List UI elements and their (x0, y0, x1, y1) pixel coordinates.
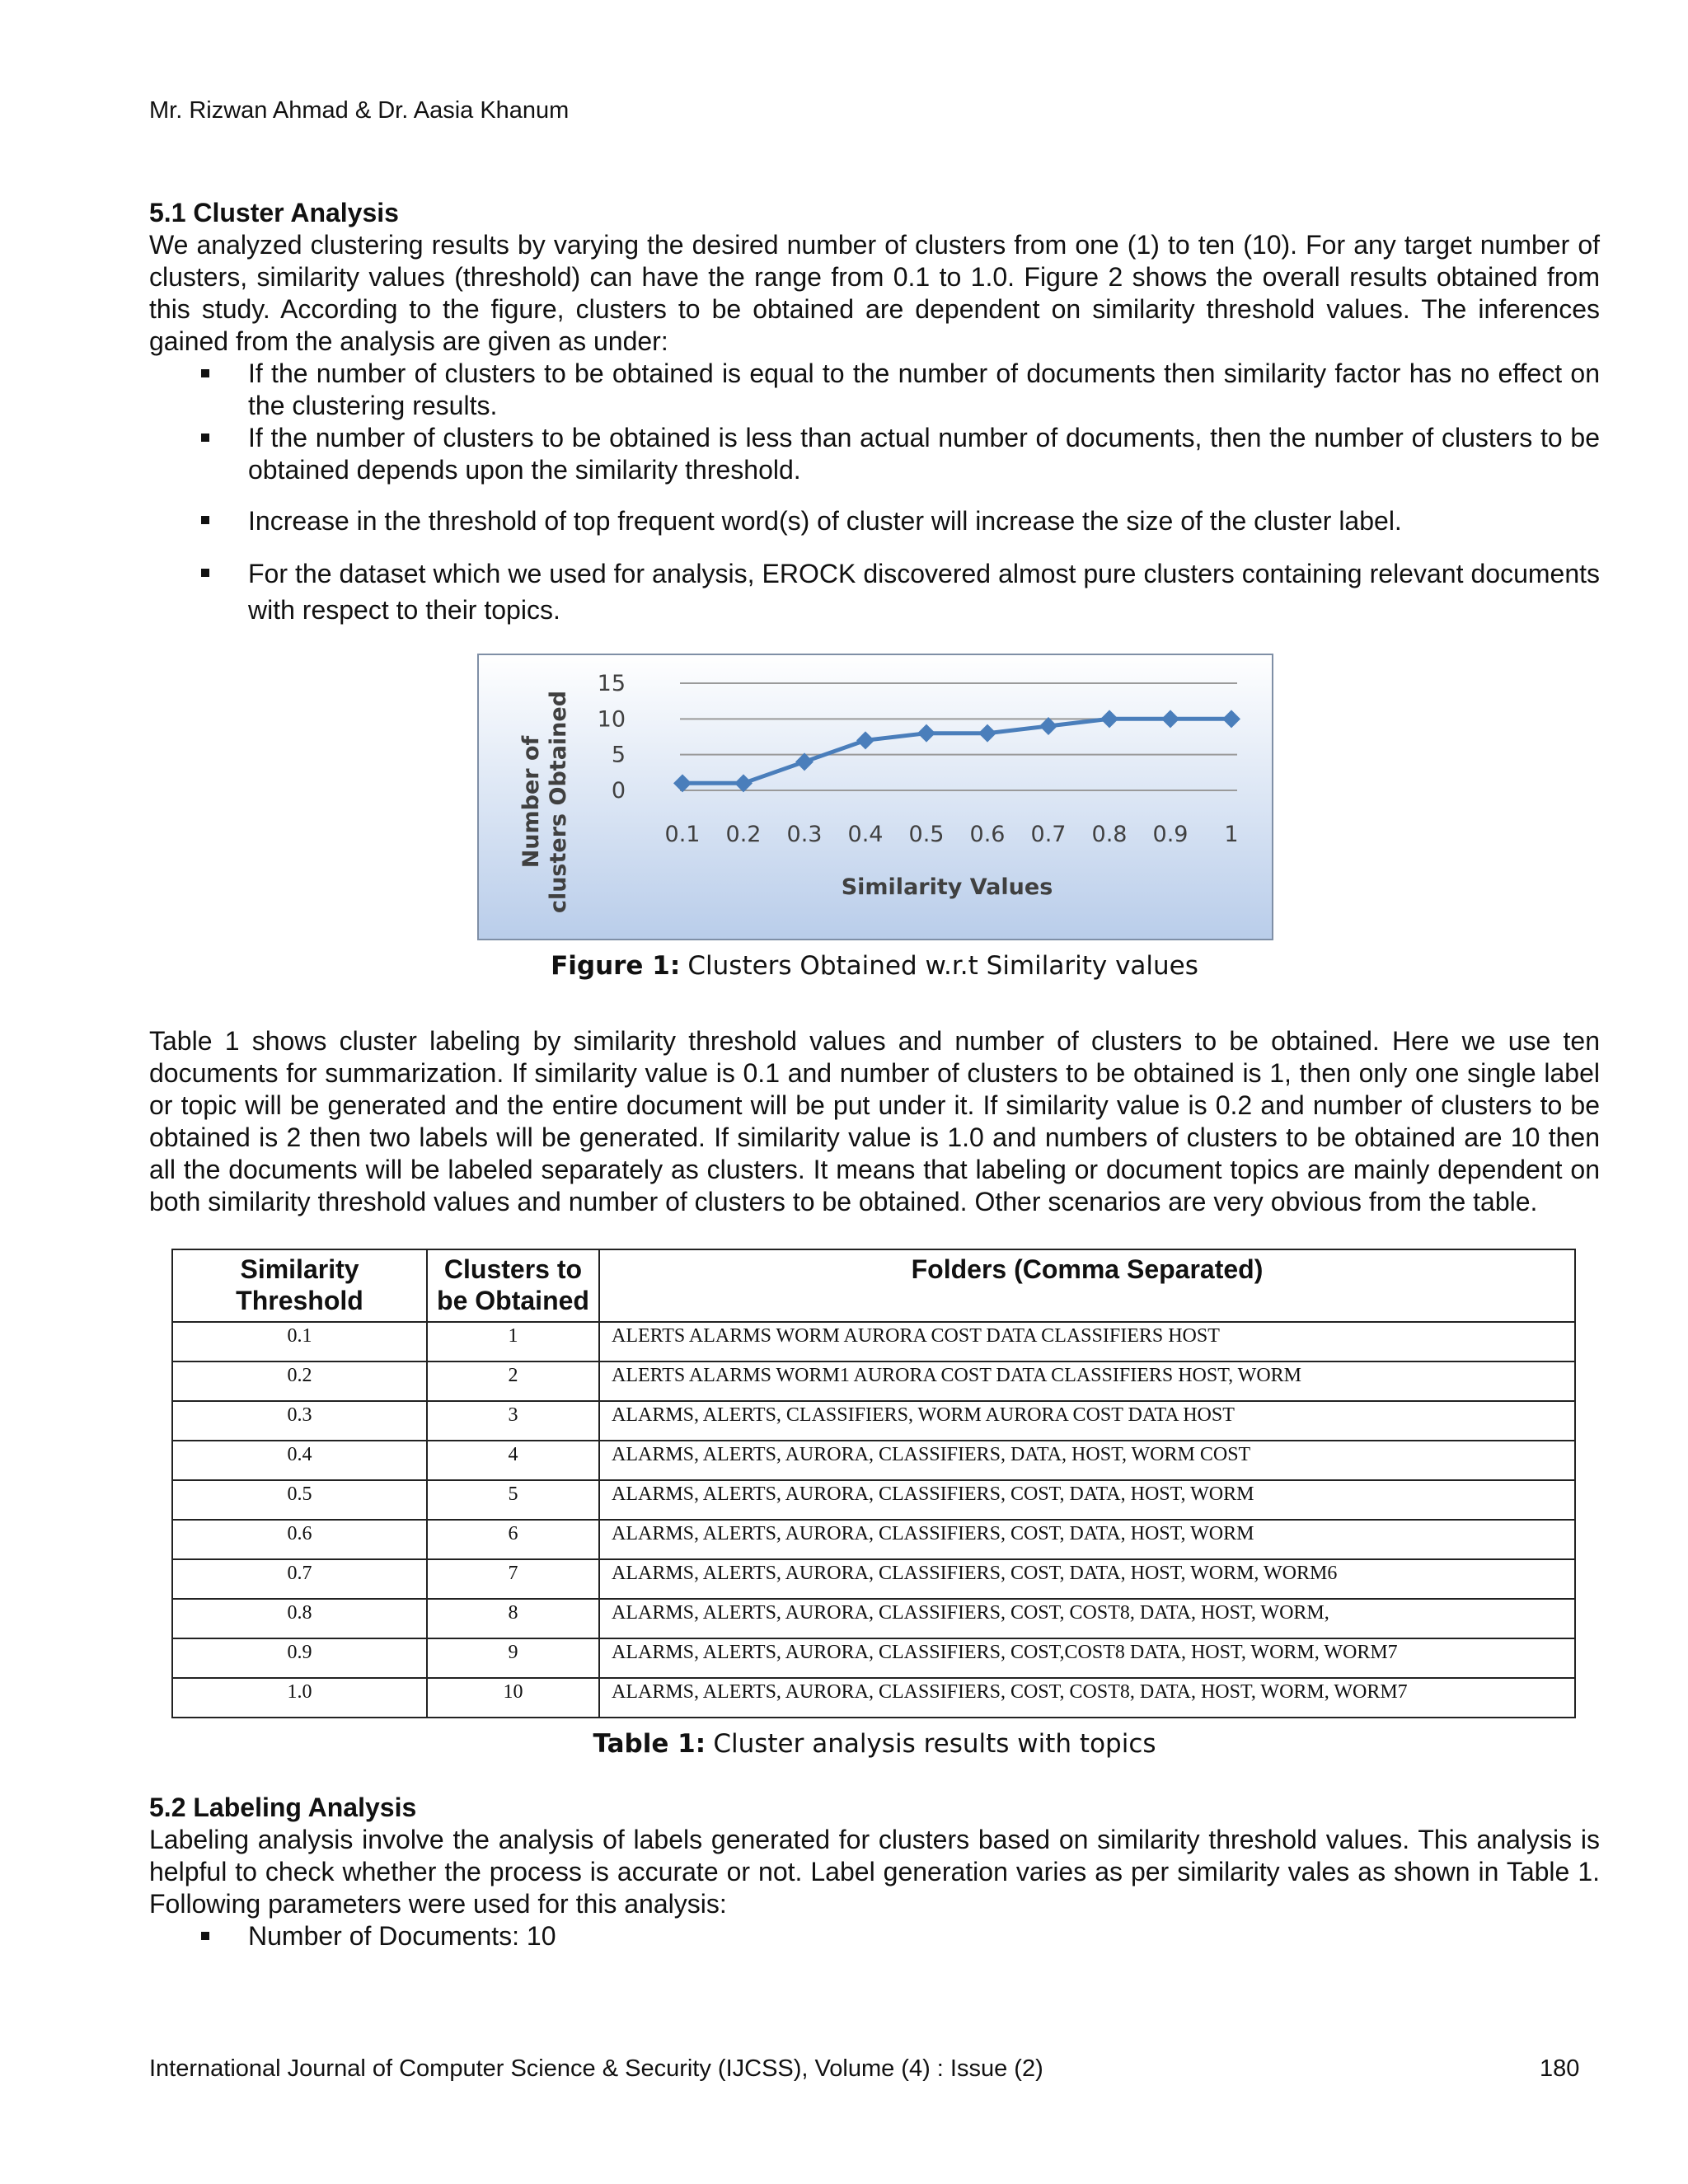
cell-folders: ALARMS, ALERTS, AURORA, CLASSIFIERS, COST, DATA, HOST, WORM (599, 1480, 1575, 1520)
cell-clusters: 1 (427, 1322, 599, 1361)
cell-threshold: 0.2 (172, 1361, 427, 1401)
cell-threshold: 0.1 (172, 1322, 427, 1361)
table-row (172, 1520, 1575, 1559)
footer-page-number: 180 (1540, 2055, 1580, 2082)
cell-threshold: 0.5 (172, 1480, 427, 1520)
y-tick-label: 5 (611, 742, 626, 768)
section-5-1-intro: We analyzed clustering results by varying the desired number of clusters from one (1) to ten (10). For any target number of clusters, similarity values (threshold) can have the range from 0.1 to 1.0. Figure 2 shows the overall results obtained from this study. According to the figure, clusters to be obtained are dependent on similarity threshold values. The inferences gained from the analysis are given as under: (149, 230, 1600, 356)
cell-clusters: 10 (427, 1678, 599, 1718)
section-5-2-title: 5.2 Labeling Analysis (149, 1793, 417, 1822)
y-tick-label: 0 (611, 778, 626, 804)
page-body (149, 197, 1600, 1952)
table-row (172, 1678, 1575, 1718)
list-item: If the number of clusters to be obtained is equal to the number of documents then similarity factor has no effect on the clustering results. (149, 358, 1600, 422)
figure-caption-label: Figure 1: (551, 951, 681, 981)
col-header-folders: Folders (Comma Separated) (599, 1249, 1575, 1322)
x-tick-label: 0.5 (908, 822, 945, 847)
cell-threshold: 1.0 (172, 1678, 427, 1718)
cell-folders: ALERTS ALARMS WORM AURORA COST DATA CLASSIFIERS HOST (599, 1322, 1575, 1361)
section-5-2-para: Labeling analysis involve the analysis of labels generated for clusters based on similarity threshold values. This analysis is helpful to check whether the process is accurate or not. Label generation varies as per similarity vales as shown in Table 1. Following parameters were used for this analysis: (149, 1825, 1600, 1919)
x-tick-label: 0.9 (1152, 822, 1189, 847)
section-5-1-title: 5.1 Cluster Analysis (149, 198, 399, 227)
x-tick-label: 0.7 (1030, 822, 1067, 847)
cell-clusters: 7 (427, 1559, 599, 1599)
cell-folders: ALERTS ALARMS WORM1 AURORA COST DATA CLASSIFIERS HOST, WORM (599, 1361, 1575, 1401)
cell-threshold: 0.6 (172, 1520, 427, 1559)
figure-caption (149, 949, 1600, 982)
cell-folders: ALARMS, ALERTS, CLASSIFIERS, WORM AURORA COST DATA HOST (599, 1401, 1575, 1441)
cell-folders: ALARMS, ALERTS, AURORA, CLASSIFIERS, COST,COST8 DATA, HOST, WORM, WORM7 (599, 1638, 1575, 1678)
figure-caption-text: Clusters Obtained w.r.t Similarity values (687, 951, 1198, 981)
table-row (172, 1322, 1575, 1361)
cell-clusters: 6 (427, 1520, 599, 1559)
running-header: Mr. Rizwan Ahmad & Dr. Aasia Khanum (149, 97, 570, 124)
col-header-threshold: Similarity Threshold (172, 1249, 427, 1322)
cell-threshold: 0.8 (172, 1599, 427, 1638)
cell-threshold: 0.4 (172, 1441, 427, 1480)
chart-figure (477, 654, 1273, 940)
cell-clusters: 8 (427, 1599, 599, 1638)
table-row (172, 1638, 1575, 1678)
cell-folders: ALARMS, ALERTS, AURORA, CLASSIFIERS, DATA, HOST, WORM COST (599, 1441, 1575, 1480)
cell-threshold: 0.9 (172, 1638, 427, 1678)
cell-clusters: 9 (427, 1638, 599, 1678)
table-row (172, 1401, 1575, 1441)
table-description: Table 1 shows cluster labeling by similarity threshold values and number of clusters to be obtained. Here we use ten documents for summarization. If similarity value is 0.1 and number of clusters to be obtained is 1, then only one single label or topic will be generated and the entire document will be put under it. If similarity value is 0.2 and number of clusters to be obtained is 2 then two labels will be generated. If similarity value is 1.0 and numbers of clusters to be obtained are 10 then all the documents will be labeled separately as clusters. It means that labeling or document topics are mainly dependent on both similarity threshold values and number of clusters to be obtained. Other scenarios are very obvious from the table. (149, 1026, 1600, 1216)
table-row (172, 1361, 1575, 1401)
results-table (171, 1249, 1576, 1718)
footer-journal: International Journal of Computer Science & Security (IJCSS), Volume (4) : Issue (2) (149, 2055, 1043, 2082)
cell-folders: ALARMS, ALERTS, AURORA, CLASSIFIERS, COST, DATA, HOST, WORM (599, 1520, 1575, 1559)
parameter-list (149, 1920, 1600, 1952)
cell-clusters: 5 (427, 1480, 599, 1520)
x-tick-label: 0.2 (725, 822, 762, 847)
cell-folders: ALARMS, ALERTS, AURORA, CLASSIFIERS, COST, DATA, HOST, WORM, WORM6 (599, 1559, 1575, 1599)
col-header-clusters: Clusters to be Obtained (427, 1249, 599, 1322)
table-caption-label: Table 1: (593, 1729, 706, 1759)
x-tick-label: 0.6 (969, 822, 1006, 847)
table-row (172, 1441, 1575, 1480)
cell-clusters: 2 (427, 1361, 599, 1401)
inference-list (149, 358, 1600, 628)
table-caption-text: Cluster analysis results with topics (713, 1729, 1156, 1759)
x-tick-label: 1 (1224, 822, 1239, 847)
cell-clusters: 3 (427, 1401, 599, 1441)
clusters-line-chart (477, 654, 1273, 940)
list-item: Number of Documents: 10 (149, 1920, 1600, 1952)
list-item: For the dataset which we used for analysis, EROCK discovered almost pure clusters containing relevant documents with respect to their topics. (149, 555, 1600, 628)
table-row (172, 1559, 1575, 1599)
x-tick-label: 0.8 (1091, 822, 1128, 847)
x-tick-label: 0.3 (786, 822, 823, 847)
y-axis-label: Number ofclusters Obtained (518, 690, 571, 914)
y-tick-label: 10 (597, 706, 626, 733)
table-caption (149, 1727, 1600, 1760)
y-tick-label: 15 (597, 671, 626, 696)
list-item: If the number of clusters to be obtained is less than actual number of documents, then the number of clusters to be obtained depends upon the similarity threshold. (149, 422, 1600, 486)
cell-folders: ALARMS, ALERTS, AURORA, CLASSIFIERS, COST, COST8, DATA, HOST, WORM, (599, 1599, 1575, 1638)
table-header-row (172, 1249, 1575, 1322)
table-row (172, 1480, 1575, 1520)
list-item: Increase in the threshold of top frequent word(s) of cluster will increase the size of the cluster label. (149, 503, 1600, 539)
x-axis-label: Similarity Values (841, 874, 1053, 900)
cell-clusters: 4 (427, 1441, 599, 1480)
table-row (172, 1599, 1575, 1638)
cell-threshold: 0.7 (172, 1559, 427, 1599)
cell-threshold: 0.3 (172, 1401, 427, 1441)
x-tick-label: 0.1 (664, 822, 701, 847)
x-tick-label: 0.4 (847, 822, 884, 847)
cell-folders: ALARMS, ALERTS, AURORA, CLASSIFIERS, COST, COST8, DATA, HOST, WORM, WORM7 (599, 1678, 1575, 1718)
